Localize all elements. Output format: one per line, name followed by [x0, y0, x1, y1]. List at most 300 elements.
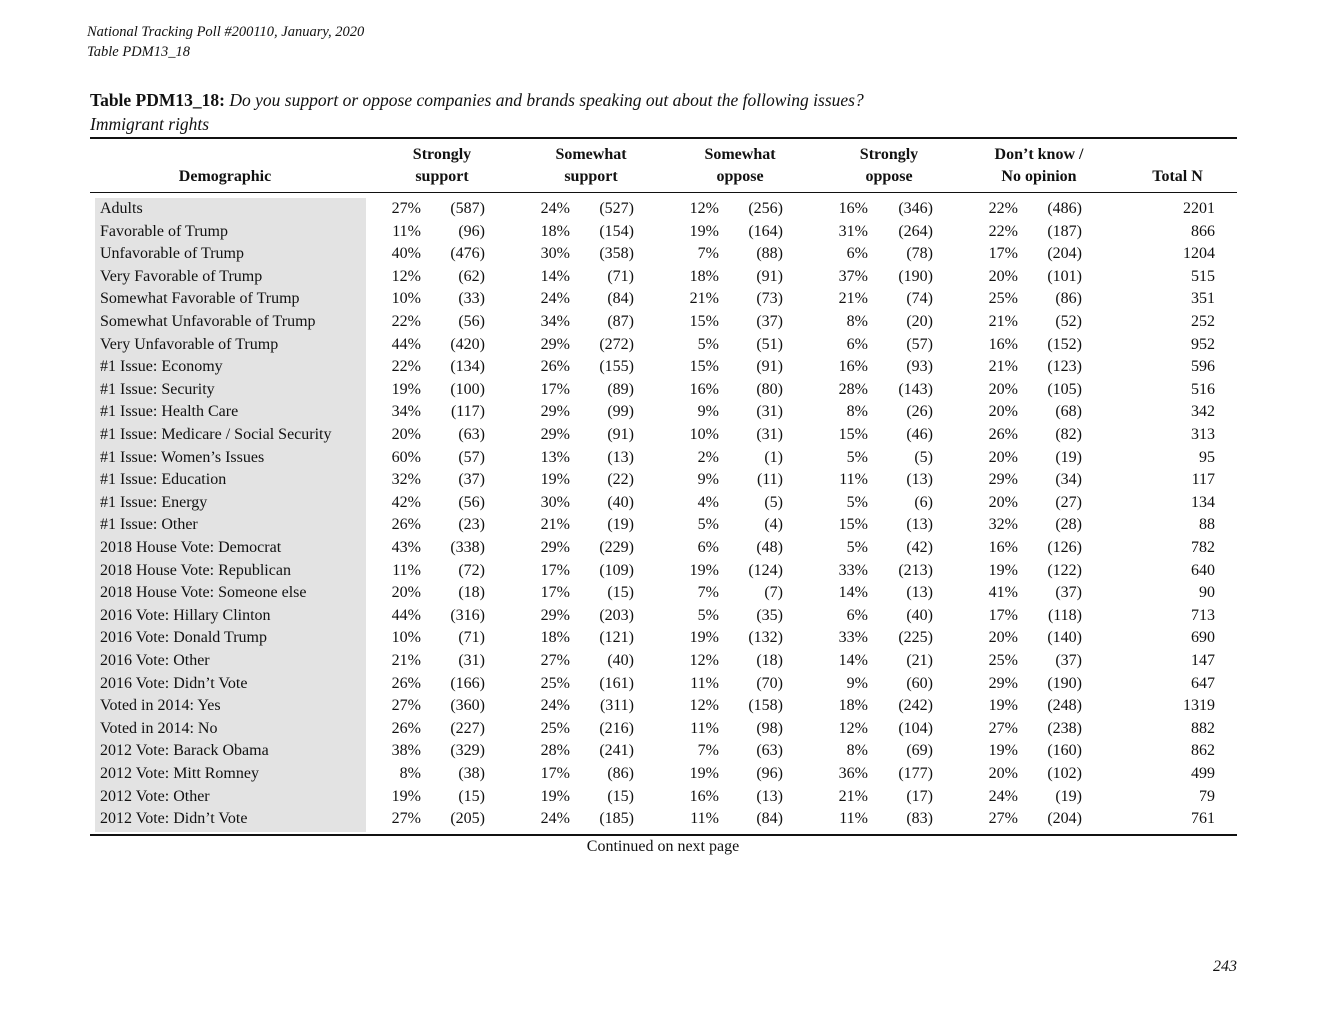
cell-percent: 16%	[689, 787, 719, 805]
cell-percent: 6%	[846, 245, 868, 263]
cell-count: (124)	[748, 561, 783, 579]
table-row	[0, 288, 1320, 311]
cell-count: (204)	[1047, 245, 1082, 263]
header-rule	[90, 192, 1237, 193]
cell-percent: 17%	[540, 561, 570, 579]
row-label: #1 Issue: Women’s Issues	[100, 448, 265, 466]
cell-total: 866	[1191, 222, 1215, 240]
cell-percent: 8%	[846, 742, 868, 760]
continued-note: Continued on next page	[586, 838, 740, 855]
cell-count: (82)	[1055, 426, 1082, 443]
cell-percent: 37%	[838, 267, 868, 285]
cell-count: (57)	[906, 335, 933, 353]
cell-total: 90	[1199, 584, 1215, 602]
column-header-demographic: Demographic	[178, 168, 272, 185]
cell-count: (86)	[607, 765, 634, 782]
cell-count: (126)	[1047, 539, 1082, 556]
cell-count: (118)	[1047, 606, 1082, 624]
table-row	[0, 311, 1320, 334]
table-row	[0, 424, 1320, 447]
cell-count: (52)	[1055, 313, 1082, 330]
cell-count: (117)	[450, 403, 485, 421]
cell-count: (28)	[1055, 516, 1082, 534]
cell-percent: 21%	[988, 313, 1018, 330]
cell-percent: 12%	[391, 267, 421, 285]
cell-percent: 27%	[391, 200, 421, 217]
cell-count: (587)	[450, 200, 485, 217]
cell-percent: 28%	[838, 380, 868, 398]
cell-count: (109)	[599, 561, 634, 579]
cell-total: 342	[1191, 403, 1215, 421]
cell-total: 79	[1199, 787, 1215, 805]
cell-count: (177)	[898, 765, 933, 782]
cell-count: (46)	[906, 426, 933, 443]
cell-percent: 42%	[391, 493, 421, 511]
row-label: Voted in 2014: Yes	[100, 697, 221, 715]
table-row	[0, 763, 1320, 786]
cell-percent: 38%	[391, 742, 421, 760]
cell-count: (84)	[756, 810, 783, 828]
cell-total: 1204	[1183, 245, 1215, 263]
cell-count: (241)	[599, 742, 634, 760]
cell-total: 252	[1191, 313, 1215, 330]
cell-count: (87)	[607, 313, 634, 330]
cell-count: (160)	[1047, 742, 1082, 760]
cell-percent: 26%	[391, 674, 421, 692]
cell-percent: 5%	[697, 516, 719, 534]
cell-count: (13)	[906, 584, 933, 602]
cell-count: (316)	[450, 606, 485, 624]
cell-count: (164)	[748, 222, 783, 240]
cell-percent: 17%	[540, 584, 570, 602]
row-label: 2012 Vote: Mitt Romney	[100, 765, 259, 782]
cell-count: (13)	[607, 448, 634, 466]
cell-count: (338)	[450, 539, 485, 556]
cell-count: (121)	[599, 629, 634, 647]
table-row	[0, 221, 1320, 244]
cell-count: (26)	[906, 403, 933, 421]
cell-percent: 25%	[988, 652, 1018, 669]
table-row	[0, 718, 1320, 741]
row-label: Somewhat Favorable of Trump	[100, 290, 300, 308]
table-row	[0, 537, 1320, 560]
row-label: #1 Issue: Security	[100, 380, 215, 398]
cell-percent: 2%	[697, 448, 719, 466]
cell-count: (102)	[1047, 765, 1082, 782]
cell-percent: 20%	[988, 629, 1018, 647]
cell-percent: 8%	[846, 403, 868, 421]
cell-total: 690	[1191, 629, 1215, 647]
cell-count: (84)	[607, 290, 634, 308]
cell-percent: 14%	[540, 267, 570, 285]
cell-count: (21)	[906, 652, 933, 669]
cell-count: (31)	[756, 403, 783, 421]
cell-total: 862	[1191, 742, 1215, 760]
table-title-label: Table PDM13_18:	[90, 90, 225, 110]
cell-percent: 17%	[988, 606, 1018, 624]
row-label: 2018 House Vote: Democrat	[100, 539, 282, 556]
cell-count: (19)	[1055, 448, 1082, 466]
row-label: 2016 Vote: Donald Trump	[100, 629, 267, 647]
row-label: 2018 House Vote: Republican	[100, 561, 291, 579]
cell-percent: 14%	[838, 584, 868, 602]
cell-percent: 43%	[391, 539, 421, 556]
cell-count: (38)	[458, 765, 485, 782]
cell-percent: 33%	[838, 629, 868, 647]
cell-count: (360)	[450, 697, 485, 715]
cell-total: 313	[1191, 426, 1215, 443]
row-label: Favorable of Trump	[100, 222, 228, 240]
cell-count: (486)	[1047, 200, 1082, 217]
cell-count: (33)	[458, 290, 485, 308]
cell-total: 351	[1191, 290, 1215, 308]
table-row	[0, 379, 1320, 402]
cell-percent: 12%	[689, 200, 719, 217]
table-row	[0, 740, 1320, 763]
cell-count: (98)	[756, 719, 783, 737]
cell-total: 1319	[1183, 697, 1215, 715]
cell-count: (48)	[756, 539, 783, 556]
row-label: 2012 Vote: Didn’t Vote	[100, 810, 248, 828]
cell-count: (190)	[898, 267, 933, 285]
cell-count: (4)	[764, 516, 783, 534]
cell-count: (204)	[1047, 810, 1082, 828]
cell-count: (37)	[1055, 652, 1082, 669]
cell-percent: 18%	[689, 267, 719, 285]
cell-percent: 9%	[697, 403, 719, 421]
cell-count: (74)	[906, 290, 933, 308]
column-header-no-opinion	[964, 144, 1114, 188]
cell-percent: 27%	[391, 697, 421, 715]
column-header-strongly-support	[372, 144, 512, 188]
cell-count: (91)	[756, 267, 783, 285]
cell-count: (78)	[906, 245, 933, 263]
table-row	[0, 334, 1320, 357]
cell-percent: 15%	[838, 426, 868, 443]
cell-count: (358)	[599, 245, 634, 263]
table-row	[0, 627, 1320, 650]
cell-percent: 24%	[540, 290, 570, 308]
cell-percent: 10%	[689, 426, 719, 443]
cell-count: (72)	[458, 561, 485, 579]
cell-count: (203)	[599, 606, 634, 624]
cell-percent: 20%	[988, 380, 1018, 398]
cell-percent: 34%	[540, 313, 570, 330]
cell-count: (264)	[898, 222, 933, 240]
cell-percent: 16%	[689, 380, 719, 398]
cell-total: 147	[1191, 652, 1215, 669]
cell-percent: 5%	[846, 448, 868, 466]
cell-percent: 40%	[391, 245, 421, 263]
row-label: #1 Issue: Economy	[100, 358, 223, 376]
cell-count: (154)	[599, 222, 634, 240]
column-header-line: support	[564, 168, 618, 185]
cell-percent: 32%	[391, 471, 421, 489]
cell-percent: 7%	[697, 584, 719, 602]
cell-total: 782	[1191, 539, 1215, 556]
cell-percent: 16%	[838, 358, 868, 376]
table-row	[0, 582, 1320, 605]
column-header-line: support	[415, 168, 469, 185]
cell-percent: 44%	[391, 335, 421, 353]
cell-percent: 12%	[838, 719, 868, 737]
cell-percent: 11%	[690, 674, 719, 692]
cell-percent: 20%	[988, 493, 1018, 511]
cell-percent: 30%	[540, 245, 570, 263]
row-label: 2012 Vote: Barack Obama	[100, 742, 269, 760]
row-label: Adults	[100, 200, 143, 217]
cell-count: (13)	[906, 471, 933, 489]
poll-name: National Tracking Poll #200110, January, 2020	[87, 24, 365, 40]
cell-percent: 10%	[391, 290, 421, 308]
cell-percent: 4%	[697, 493, 719, 511]
cell-total: 882	[1191, 719, 1215, 737]
cell-percent: 32%	[988, 516, 1018, 534]
column-header-somewhat-oppose	[670, 144, 810, 188]
cell-count: (40)	[607, 493, 634, 511]
cell-percent: 6%	[697, 539, 719, 556]
cell-percent: 5%	[697, 606, 719, 624]
table-row	[0, 469, 1320, 492]
row-label: Very Favorable of Trump	[100, 267, 263, 285]
cell-percent: 60%	[391, 448, 421, 466]
cell-count: (229)	[599, 539, 634, 556]
column-header-line: Somewhat	[704, 146, 776, 163]
cell-count: (27)	[1055, 493, 1082, 511]
cell-count: (96)	[756, 765, 783, 782]
table-row	[0, 514, 1320, 537]
cell-count: (31)	[756, 426, 783, 443]
cell-percent: 22%	[988, 222, 1018, 240]
cell-percent: 20%	[391, 584, 421, 602]
cell-percent: 15%	[689, 358, 719, 376]
cell-percent: 11%	[392, 561, 421, 579]
cell-count: (1)	[764, 448, 783, 466]
cell-percent: 25%	[988, 290, 1018, 308]
cell-count: (51)	[756, 335, 783, 353]
cell-count: (37)	[756, 313, 783, 330]
cell-percent: 21%	[838, 290, 868, 308]
table-row	[0, 808, 1320, 831]
cell-count: (37)	[1055, 584, 1082, 602]
cell-total: 515	[1191, 267, 1215, 285]
cell-total: 117	[1191, 471, 1215, 489]
cell-percent: 12%	[689, 697, 719, 715]
cell-count: (272)	[599, 335, 634, 353]
cell-percent: 14%	[838, 652, 868, 669]
cell-count: (71)	[607, 267, 634, 285]
table-row	[0, 401, 1320, 424]
cell-count: (31)	[458, 652, 485, 669]
cell-percent: 26%	[988, 426, 1018, 443]
cell-total: 88	[1199, 516, 1215, 534]
cell-count: (248)	[1047, 697, 1082, 715]
cell-count: (18)	[756, 652, 783, 669]
cell-percent: 21%	[988, 358, 1018, 376]
column-header-line: oppose	[865, 168, 913, 185]
cell-count: (225)	[898, 629, 933, 647]
cell-percent: 19%	[540, 471, 570, 489]
table-row	[0, 243, 1320, 266]
cell-percent: 19%	[689, 765, 719, 782]
cell-count: (185)	[599, 810, 634, 828]
table-question: Do you support or oppose companies and brands speaking out about the following issues?	[229, 90, 864, 110]
cell-count: (100)	[450, 380, 485, 398]
cell-percent: 29%	[540, 426, 570, 443]
table-title	[90, 88, 864, 136]
row-label: #1 Issue: Medicare / Social Security	[100, 426, 332, 443]
row-label: 2018 House Vote: Someone else	[100, 584, 307, 602]
cell-count: (71)	[458, 629, 485, 647]
cell-count: (23)	[458, 516, 485, 534]
page-header	[87, 22, 364, 62]
cell-percent: 20%	[988, 765, 1018, 782]
cell-count: (22)	[607, 471, 634, 489]
cell-count: (329)	[450, 742, 485, 760]
cell-percent: 13%	[540, 448, 570, 466]
cell-count: (101)	[1047, 267, 1082, 285]
cell-percent: 26%	[391, 719, 421, 737]
cell-percent: 5%	[846, 493, 868, 511]
cell-total: 95	[1199, 448, 1215, 466]
cell-count: (69)	[906, 742, 933, 760]
cell-percent: 24%	[540, 810, 570, 828]
cell-total: 713	[1191, 606, 1215, 624]
table-row	[0, 492, 1320, 515]
cell-total: 2201	[1183, 200, 1215, 217]
cell-percent: 17%	[540, 765, 570, 782]
cell-count: (15)	[607, 787, 634, 805]
cell-count: (143)	[898, 380, 933, 398]
cell-count: (122)	[1047, 561, 1082, 579]
cell-count: (190)	[1047, 674, 1082, 692]
cell-percent: 8%	[846, 313, 868, 330]
cell-percent: 26%	[540, 358, 570, 376]
cell-percent: 19%	[988, 742, 1018, 760]
cell-total: 640	[1191, 561, 1215, 579]
cell-percent: 18%	[540, 629, 570, 647]
cell-count: (80)	[756, 380, 783, 398]
cell-percent: 15%	[838, 516, 868, 534]
cell-count: (152)	[1047, 335, 1082, 353]
table-subtitle: Immigrant rights	[90, 114, 210, 134]
cell-count: (63)	[756, 742, 783, 760]
cell-count: (6)	[914, 493, 933, 511]
cell-percent: 5%	[697, 335, 719, 353]
column-header-somewhat-support	[521, 144, 661, 188]
cell-count: (40)	[906, 606, 933, 624]
cell-count: (256)	[748, 200, 783, 217]
cell-count: (187)	[1047, 222, 1082, 240]
cell-count: (13)	[906, 516, 933, 534]
cell-percent: 34%	[391, 403, 421, 421]
cell-count: (238)	[1047, 719, 1082, 737]
cell-percent: 19%	[540, 787, 570, 805]
cell-count: (132)	[748, 629, 783, 647]
cell-count: (86)	[1055, 290, 1082, 308]
row-label: Somewhat Unfavorable of Trump	[100, 313, 316, 330]
table-row	[0, 560, 1320, 583]
cell-percent: 11%	[690, 719, 719, 737]
table-row	[0, 695, 1320, 718]
cell-total: 499	[1191, 765, 1215, 782]
row-label: 2016 Vote: Didn’t Vote	[100, 674, 248, 692]
cell-count: (13)	[756, 787, 783, 805]
cell-count: (35)	[756, 606, 783, 624]
cell-percent: 30%	[540, 493, 570, 511]
cell-percent: 11%	[839, 471, 868, 489]
cell-percent: 26%	[391, 516, 421, 534]
table-row	[0, 356, 1320, 379]
cell-percent: 24%	[540, 697, 570, 715]
cell-total: 952	[1191, 335, 1215, 353]
cell-percent: 27%	[391, 810, 421, 828]
row-label: #1 Issue: Health Care	[100, 403, 239, 421]
cell-percent: 21%	[391, 652, 421, 669]
cell-percent: 9%	[846, 674, 868, 692]
cell-count: (99)	[607, 403, 634, 421]
cell-count: (527)	[599, 200, 634, 217]
table-row	[0, 198, 1320, 221]
cell-count: (68)	[1055, 403, 1082, 421]
cell-percent: 18%	[540, 222, 570, 240]
cell-count: (155)	[599, 358, 634, 376]
cell-total: 516	[1191, 380, 1215, 398]
cell-percent: 6%	[846, 335, 868, 353]
cell-count: (34)	[1055, 471, 1082, 489]
cell-count: (91)	[756, 358, 783, 376]
cell-count: (5)	[764, 493, 783, 511]
cell-percent: 29%	[540, 539, 570, 556]
cell-count: (70)	[756, 674, 783, 692]
cell-percent: 29%	[540, 606, 570, 624]
row-label: 2012 Vote: Other	[100, 787, 210, 805]
cell-percent: 20%	[988, 448, 1018, 466]
cell-percent: 27%	[540, 652, 570, 669]
table-row	[0, 605, 1320, 628]
cell-count: (158)	[748, 697, 783, 715]
cell-percent: 22%	[391, 358, 421, 376]
cell-percent: 19%	[689, 561, 719, 579]
row-label: #1 Issue: Energy	[100, 493, 208, 511]
row-label: Voted in 2014: No	[100, 719, 218, 737]
cell-percent: 16%	[838, 200, 868, 217]
cell-count: (17)	[906, 787, 933, 805]
cell-percent: 5%	[846, 539, 868, 556]
cell-count: (227)	[450, 719, 485, 737]
cell-percent: 27%	[988, 810, 1018, 828]
cell-count: (60)	[906, 674, 933, 692]
row-label: Very Unfavorable of Trump	[100, 335, 279, 353]
cell-count: (56)	[458, 313, 485, 330]
cell-count: (420)	[450, 335, 485, 353]
column-header-line: No opinion	[1001, 168, 1077, 185]
column-header-line: Strongly	[412, 146, 472, 163]
cell-percent: 7%	[697, 742, 719, 760]
page-number: 243	[1213, 958, 1237, 975]
cell-percent: 33%	[838, 561, 868, 579]
cell-count: (140)	[1047, 629, 1082, 647]
cell-percent: 29%	[988, 674, 1018, 692]
cell-percent: 17%	[540, 380, 570, 398]
cell-count: (40)	[607, 652, 634, 669]
cell-percent: 12%	[689, 652, 719, 669]
cell-percent: 36%	[838, 765, 868, 782]
cell-count: (166)	[450, 674, 485, 692]
cell-count: (105)	[1047, 380, 1082, 398]
cell-percent: 24%	[988, 787, 1018, 805]
cell-percent: 41%	[988, 584, 1018, 602]
